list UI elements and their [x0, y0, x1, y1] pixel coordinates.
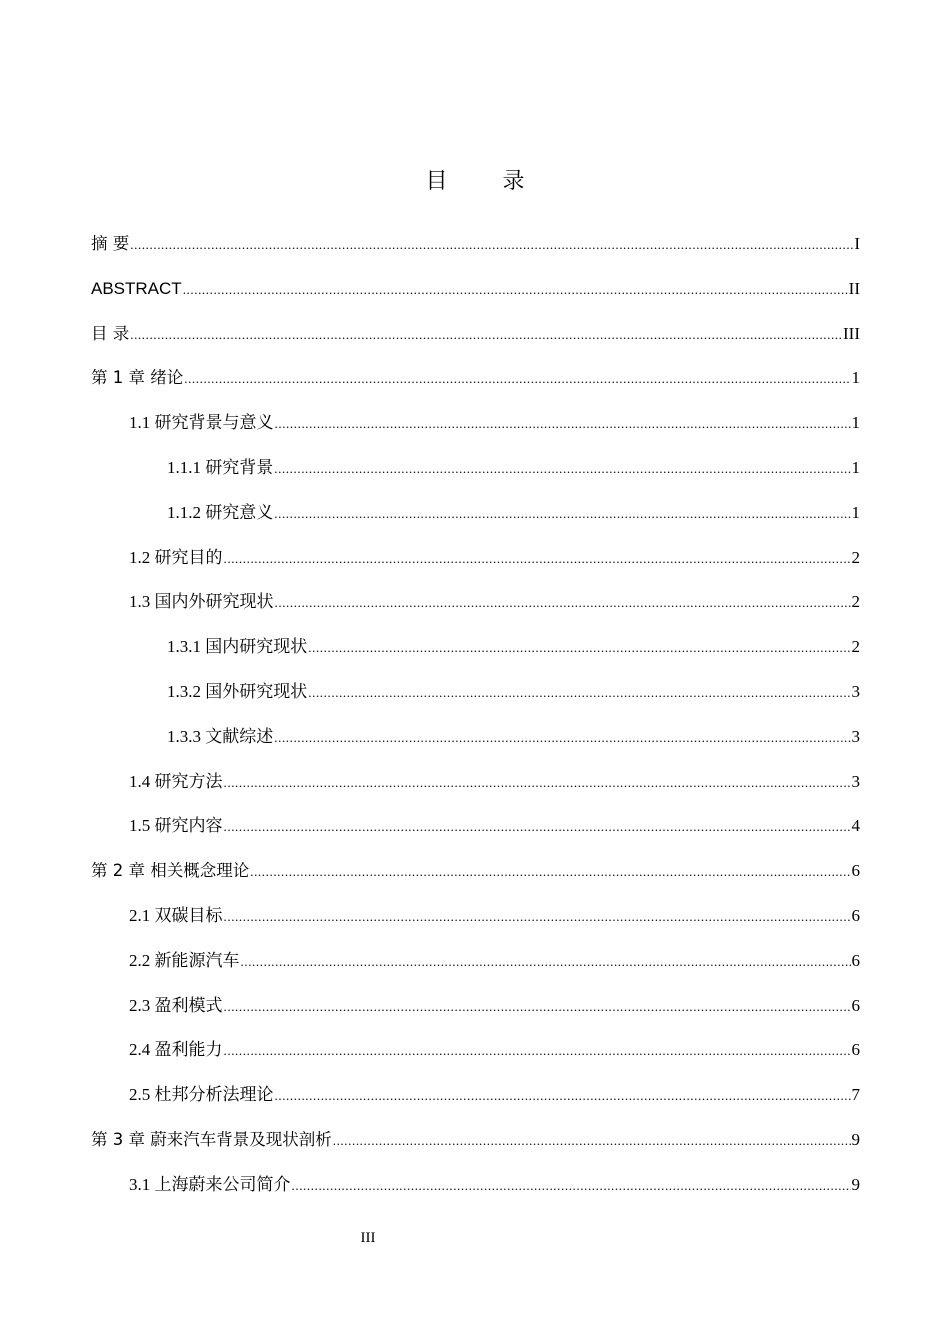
toc-entry[interactable]	[91, 499, 860, 544]
toc-entry-page-number: II	[848, 278, 860, 298]
toc-entry-label: 2.1 双碳目标	[129, 905, 223, 925]
toc-entry-label: 1.3.2 国外研究现状	[167, 681, 308, 701]
toc-entry[interactable]	[91, 544, 860, 589]
toc-entry[interactable]	[91, 768, 860, 813]
toc-dot-leader	[224, 813, 851, 841]
toc-entry-label: 1.3 国内外研究现状	[129, 592, 274, 612]
toc-entry[interactable]	[91, 678, 860, 723]
toc-entry-page-number: 9	[851, 1129, 860, 1149]
toc-dot-leader	[274, 455, 850, 483]
toc-entry-label: 第 3 章 蔚来汽车背景及现状剖析	[91, 1129, 332, 1149]
toc-entry[interactable]	[91, 320, 860, 365]
table-of-contents	[91, 230, 860, 1216]
toc-entry-page-number: 6	[851, 950, 860, 970]
toc-entry-label: 2.5 杜邦分析法理论	[129, 1085, 274, 1105]
toc-dot-leader	[224, 769, 851, 797]
toc-entry-label: 第 1 章 绪论	[91, 368, 184, 388]
toc-entry-page-number: 1	[851, 413, 860, 433]
toc-entry-page-number: 2	[851, 547, 860, 567]
toc-dot-leader	[130, 231, 853, 259]
toc-entry-page-number: 2	[851, 592, 860, 612]
toc-dot-leader	[275, 410, 851, 438]
toc-entry[interactable]	[91, 454, 860, 499]
toc-dot-leader	[224, 545, 851, 573]
toc-dot-leader	[308, 634, 850, 662]
toc-entry-page-number: 1	[851, 368, 860, 388]
toc-entry-label: 目 录	[91, 323, 130, 343]
toc-entry-page-number: 1	[851, 457, 860, 477]
toc-entry-page-number: 6	[851, 995, 860, 1015]
toc-entry[interactable]	[91, 633, 860, 678]
toc-entry-page-number: 6	[851, 1040, 860, 1060]
toc-entry-label: 1.4 研究方法	[129, 771, 223, 791]
toc-entry[interactable]	[91, 723, 860, 768]
page-title: 目 录	[425, 169, 549, 194]
toc-entry-label: 摘 要	[91, 234, 130, 253]
toc-entry-label: 1.1 研究背景与意义	[129, 413, 274, 433]
toc-entry-page-number: 3	[851, 681, 860, 701]
toc-entry[interactable]	[91, 230, 860, 275]
toc-dot-leader	[275, 1082, 851, 1110]
toc-dot-leader	[275, 589, 851, 617]
toc-dot-leader	[130, 321, 842, 349]
toc-entry[interactable]	[91, 1036, 860, 1081]
toc-dot-leader	[274, 724, 850, 752]
toc-entry-label: 1.3.1 国内研究现状	[167, 637, 308, 657]
toc-entry[interactable]	[91, 275, 860, 320]
toc-dot-leader	[292, 1172, 851, 1200]
toc-dot-leader	[183, 276, 848, 304]
toc-entry-page-number: 2	[851, 637, 860, 657]
toc-dot-leader	[224, 903, 851, 931]
toc-entry-page-number: 4	[851, 816, 860, 836]
toc-entry-label: 1.1.1 研究背景	[167, 457, 274, 477]
toc-entry[interactable]	[91, 947, 860, 992]
toc-entry[interactable]	[91, 364, 860, 409]
toc-entry-page-number: 6	[851, 905, 860, 925]
toc-entry-label: 1.2 研究目的	[129, 547, 223, 567]
toc-entry-label: 1.5 研究内容	[129, 816, 223, 836]
toc-dot-leader	[224, 993, 851, 1021]
toc-entry-label: 1.1.2 研究意义	[167, 502, 274, 522]
toc-entry[interactable]	[91, 812, 860, 857]
toc-entry-label: 2.3 盈利模式	[129, 995, 223, 1015]
toc-entry-page-number: 9	[851, 1174, 860, 1194]
toc-entry-page-number: 1	[851, 502, 860, 522]
toc-dot-leader	[250, 858, 850, 886]
toc-dot-leader	[184, 365, 850, 393]
toc-entry[interactable]	[91, 902, 860, 947]
toc-entry[interactable]	[91, 1171, 860, 1216]
toc-entry-page-number: 3	[851, 771, 860, 791]
toc-entry[interactable]	[91, 409, 860, 454]
toc-entry-page-number: 7	[851, 1085, 860, 1105]
toc-entry-label: 3.1 上海蔚来公司简介	[129, 1174, 291, 1194]
toc-entry[interactable]	[91, 588, 860, 633]
toc-entry[interactable]	[91, 992, 860, 1037]
toc-entry-page-number: I	[854, 234, 860, 253]
toc-dot-leader	[241, 948, 851, 976]
toc-entry[interactable]	[91, 1081, 860, 1126]
toc-entry[interactable]	[91, 857, 860, 902]
toc-dot-leader	[224, 1037, 851, 1065]
toc-entry-label: 2.4 盈利能力	[129, 1040, 223, 1060]
footer-page-number: III	[360, 1230, 376, 1246]
toc-entry-page-number: 6	[851, 861, 860, 881]
toc-entry-label: 2.2 新能源汽车	[129, 950, 240, 970]
toc-entry[interactable]	[91, 1126, 860, 1171]
toc-entry-label: 第 2 章 相关概念理论	[91, 861, 250, 881]
toc-entry-label: ABSTRACT	[91, 278, 182, 298]
toc-dot-leader	[308, 679, 850, 707]
toc-entry-page-number: III	[843, 323, 860, 343]
toc-dot-leader	[274, 500, 850, 528]
toc-dot-leader	[333, 1127, 851, 1155]
toc-entry-label: 1.3.3 文献综述	[167, 726, 274, 746]
toc-entry-page-number: 3	[851, 726, 860, 746]
